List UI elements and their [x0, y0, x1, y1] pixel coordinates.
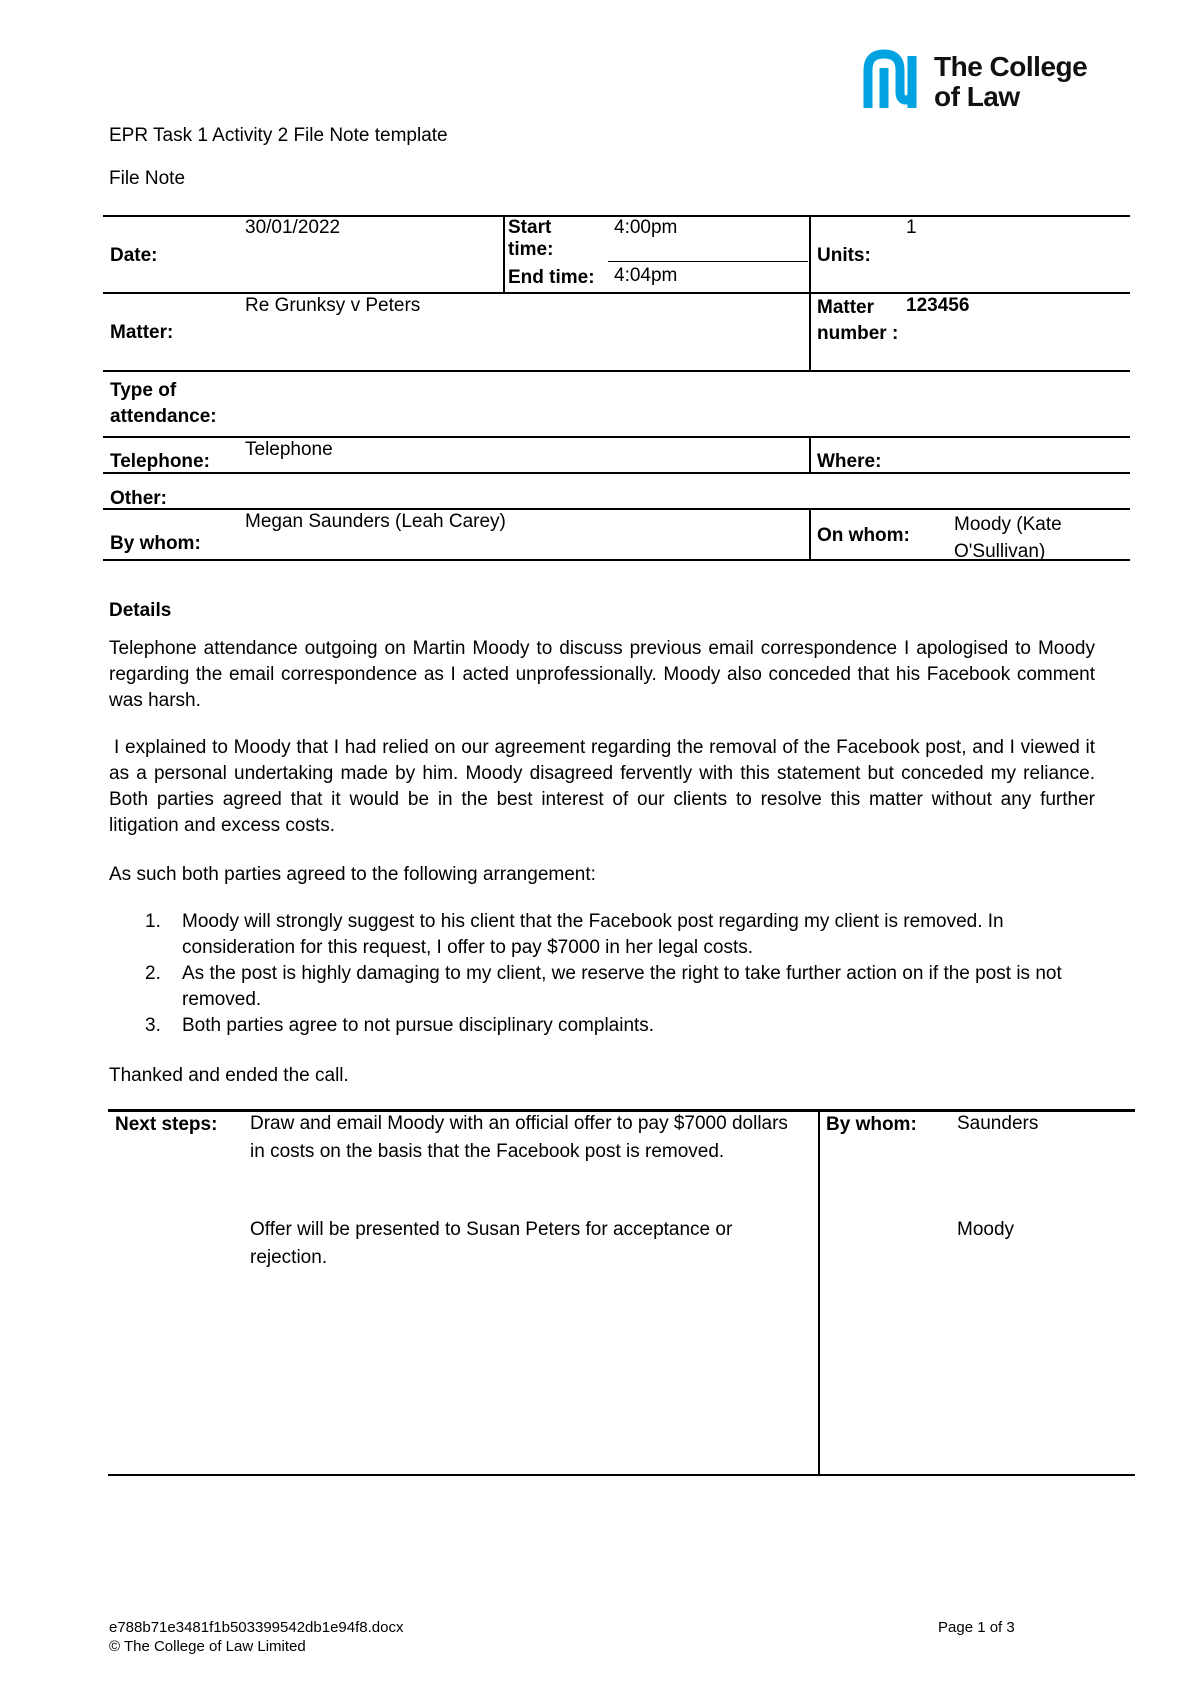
units-label: Units: [817, 245, 871, 266]
brand-name-line1: The College [934, 51, 1088, 82]
list-item-text: Both parties agree to not pursue disciplinary complaints. [182, 1015, 655, 1036]
list-item-text: As the post is highly damaging to my client, we reserve the right to take further action on if the post is not removed. [182, 963, 1062, 1010]
by-whom-label: By whom: [110, 533, 201, 554]
units-value: 1 [906, 217, 917, 238]
next-step-2: Offer will be presented to Susan Peters for acceptance or rejection. [250, 1219, 733, 1268]
closing-line: Thanked and ended the call. [109, 1065, 349, 1086]
list-item [109, 1013, 1095, 1039]
date-value: 30/01/2022 [245, 217, 341, 238]
document-subtitle: File Note [109, 168, 186, 189]
other-label: Other: [110, 488, 167, 509]
next-step-2-by: Moody [957, 1219, 1015, 1240]
next-steps-by-whom-label: By whom: [826, 1114, 917, 1135]
table-divider [809, 509, 811, 559]
table-rule [103, 508, 1130, 510]
start-time-value: 4:00pm [614, 217, 678, 238]
next-step-1-by: Saunders [957, 1113, 1039, 1134]
college-of-law-logo [862, 48, 1102, 118]
table-rule [103, 370, 1130, 372]
college-logo-icon [862, 48, 928, 114]
table-divider [818, 1111, 820, 1475]
list-item [109, 961, 1095, 1013]
by-whom-value: Megan Saunders (Leah Carey) [245, 511, 506, 532]
footer-copyright: © The College of Law Limited [109, 1638, 306, 1655]
end-time-value: 4:04pm [614, 265, 678, 286]
table-rule [108, 1474, 1135, 1476]
start-time-label: Start time: [508, 217, 554, 260]
list-item [109, 909, 1095, 961]
next-step-1: Draw and email Moody with an official offer to pay $7000 dollars in costs on the basis that the Facebook post is removed. [250, 1113, 788, 1162]
table-rule-thin [608, 261, 808, 262]
matter-number-value: 123456 [906, 295, 970, 316]
table-divider [809, 437, 811, 472]
details-paragraph-3: As such both parties agreed to the following arrangement: [109, 864, 596, 885]
on-whom-label: On whom: [817, 525, 910, 546]
matter-label: Matter: [110, 322, 174, 343]
footer-page-number: Page 1 of 3 [938, 1619, 1015, 1636]
where-label: Where: [817, 451, 882, 472]
telephone-value: Telephone [245, 439, 333, 460]
table-rule [103, 436, 1130, 438]
matter-value: Re Grunksy v Peters [245, 295, 421, 316]
table-divider [809, 216, 811, 370]
list-item-number: 3. [145, 1015, 161, 1036]
type-of-attendance-label: Type of attendance: [110, 380, 217, 427]
next-steps-label: Next steps: [115, 1114, 218, 1135]
details-paragraph-1: Telephone attendance outgoing on Martin Moody to discuss previous email correspondence I apologised to Moody regarding the email correspondence as I acted unprofessionally. Moody also conceded that his Facebook comment was harsh. [109, 638, 1095, 711]
matter-number-label: Matter number : [817, 297, 899, 344]
table-divider [503, 216, 505, 292]
on-whom-value: Moody (Kate O'Sullivan) [954, 514, 1062, 562]
list-item-text: Moody will strongly suggest to his client that the Facebook post regarding my client is removed. In consideration for this request, I offer to pay $7000 in her legal costs. [182, 911, 1004, 958]
table-rule [103, 292, 1130, 294]
table-rule [103, 472, 1130, 474]
details-heading: Details [109, 600, 172, 621]
telephone-label: Telephone: [110, 451, 210, 472]
brand-name [934, 52, 1087, 112]
end-time-label: End time: [508, 267, 595, 288]
details-paragraph-2: I explained to Moody that I had relied on our agreement regarding the removal of the Facebook post, and I viewed it as a personal undertaking made by him. Moody disagreed fervently with this statement but conceded my reliance. Both parties agreed that it would be in the best interest of our clients to resolve this matter without any further litigation and excess costs. [109, 737, 1095, 836]
list-item-number: 1. [145, 911, 161, 932]
brand-name-line2: of Law [934, 81, 1020, 112]
footer-filename: e788b71e3481f1b503399542db1e94f8.docx [109, 1619, 404, 1636]
arrangement-list [109, 909, 1095, 1039]
document-title: EPR Task 1 Activity 2 File Note template [109, 125, 448, 146]
date-label: Date: [110, 245, 158, 266]
list-item-number: 2. [145, 963, 161, 984]
